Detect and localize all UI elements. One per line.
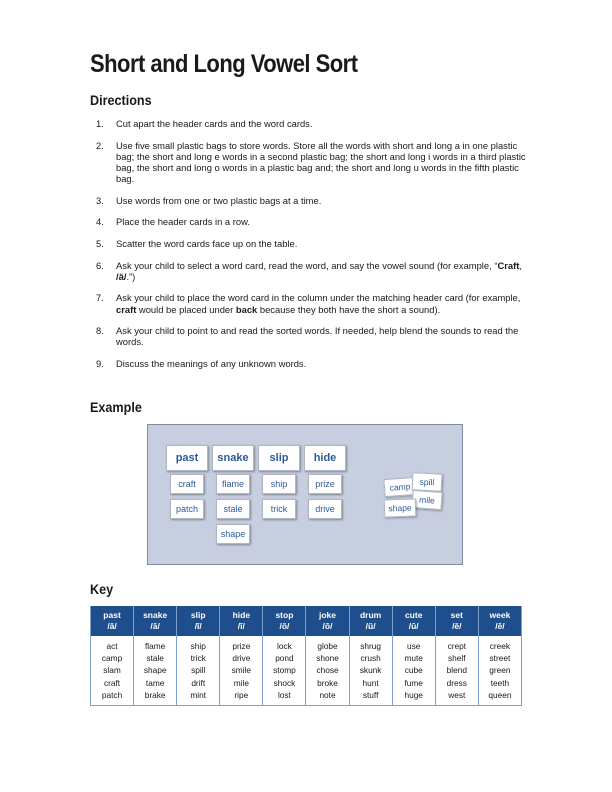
direction-step: [96, 195, 526, 206]
key-word-cell: mile: [220, 677, 263, 689]
step-number: 8.: [96, 325, 104, 337]
vowel-sound: /ŏ/: [279, 620, 290, 631]
header-word: slip: [190, 610, 206, 620]
step-number: 1.: [96, 118, 104, 129]
header-card: snake: [212, 445, 254, 471]
vowel-sound: /ĭ/: [194, 620, 202, 631]
key-word-cell: shrug: [349, 636, 392, 652]
key-word-cell: stale: [134, 652, 177, 664]
key-word-cell: globe: [306, 636, 349, 652]
key-word-cell: prize: [220, 636, 263, 652]
table-row: [91, 689, 522, 706]
key-word-cell: flame: [134, 636, 177, 652]
vowel-sound: /ū/: [408, 620, 419, 631]
step-text: Ask your child to select a word card, read the word, and say the vowel sound (for example, “Craft, /ă/.”): [116, 259, 522, 282]
step-number: 9.: [96, 357, 104, 369]
step-number: 2.: [96, 139, 104, 151]
word-card: prize: [308, 474, 342, 494]
key-column-header: [177, 606, 220, 636]
header-word: joke: [319, 610, 337, 620]
word-card: ship: [262, 474, 296, 494]
table-row: [91, 636, 522, 652]
key-column-header: [220, 606, 263, 636]
directions-heading: Directions: [90, 92, 152, 108]
direction-step: [96, 140, 526, 185]
key-word-cell: cube: [392, 664, 435, 676]
word-card: drive: [308, 499, 342, 519]
key-word-cell: shone: [306, 652, 349, 664]
step-number: 7.: [96, 292, 104, 304]
page-title: Short and Long Vowel Sort: [90, 50, 358, 78]
key-word-cell: hunt: [349, 677, 392, 689]
key-column-header: [349, 606, 392, 636]
key-column-header: [306, 606, 349, 636]
header-card: past: [166, 445, 208, 471]
key-word-cell: crept: [435, 636, 478, 652]
key-word-cell: street: [489, 653, 511, 664]
key-word-cell: crush: [349, 652, 392, 664]
key-word-cell: ripe: [220, 689, 263, 706]
key-word-cell: use: [392, 636, 435, 652]
key-word-cell: drive: [220, 652, 263, 664]
example-sort-board: [147, 424, 463, 565]
step-text: Ask your child to place the word card in the column under the matching header card (for example, craft would be placed under back because they both have the short a sound).: [116, 292, 521, 315]
key-column-header: [91, 606, 134, 636]
key-word-cell: green: [489, 665, 511, 676]
key-word-cell: lost: [263, 689, 306, 706]
direction-step: [96, 260, 526, 282]
scattered-word-card: spill: [412, 472, 443, 492]
key-word-cell: queen: [478, 689, 521, 706]
key-word-cell: ship: [177, 636, 220, 652]
key-word-cell: stomp: [263, 664, 306, 676]
key-word-cell: mint: [177, 689, 220, 706]
key-word-cell: blend: [435, 664, 478, 676]
key-header-row: [91, 606, 522, 636]
key-column-header: [478, 606, 521, 636]
scattered-word-card: mile: [411, 490, 442, 510]
step-text: Ask your child to point to and read the sorted words. If needed, help blend the sounds to read the words.: [116, 325, 519, 348]
word-card: flame: [216, 474, 250, 494]
step-text: Cut apart the header cards and the word cards.: [116, 118, 313, 129]
key-word-cell: act: [91, 636, 134, 652]
key-word-cell: camp: [91, 652, 134, 664]
table-row: [91, 652, 522, 664]
key-word-cell: slam: [91, 664, 134, 676]
step-text: Place the header cards in a row.: [116, 216, 250, 228]
direction-step: [96, 238, 526, 249]
key-column-header: [435, 606, 478, 636]
direction-step: [96, 118, 526, 129]
key-word-cell: lock: [263, 636, 306, 652]
directions-list: [96, 118, 526, 380]
direction-step: [96, 216, 526, 227]
key-column-header: [392, 606, 435, 636]
vowel-sound: /ŭ/: [365, 620, 376, 631]
key-word-cell: skunk: [349, 664, 392, 676]
step-text: Use words from one or two plastic bags at a time.: [116, 194, 322, 206]
key-word-cell: smile: [220, 664, 263, 676]
key-word-cell: teeth: [490, 677, 510, 688]
word-card: stale: [216, 499, 250, 519]
key-word-cell: dress: [435, 677, 478, 689]
answer-key-table: [90, 606, 522, 706]
word-card: shape: [216, 524, 250, 544]
vowel-sound: /ī/: [237, 620, 245, 631]
header-word: week: [489, 610, 511, 620]
vowel-sound: /ĕ/: [452, 620, 462, 631]
key-word-cell: trick: [177, 652, 220, 664]
key-word-cell: shape: [134, 664, 177, 676]
header-word: hide: [232, 610, 251, 620]
scattered-word-card: camp: [383, 477, 416, 497]
step-text: Use five small plastic bags to store words. Store all the words with short and long a in one plastic bag; the short and long e words in a second plastic bag; the short and long i words in a third plastic bag, the short and long o words in a plastic bag and; the short and long u words in the fifth plastic bag.: [116, 139, 526, 185]
key-word-cell: west: [435, 689, 478, 706]
header-card: slip: [258, 445, 300, 471]
key-column-header: [263, 606, 306, 636]
key-word-cell: broke: [306, 677, 349, 689]
word-card: trick: [262, 499, 296, 519]
key-word-cell: tame: [134, 677, 177, 689]
header-word: past: [103, 610, 121, 620]
header-card: hide: [304, 445, 346, 471]
key-word-cell: mute: [392, 652, 435, 664]
example-heading: Example: [90, 399, 142, 415]
step-text: Discuss the meanings of any unknown words.: [116, 357, 307, 369]
step-number: 5.: [96, 237, 104, 249]
key-word-cell: fume: [392, 677, 435, 689]
step-text: Scatter the word cards face up on the table.: [116, 237, 298, 249]
key-word-cell: note: [306, 689, 349, 706]
key-word-cell: spill: [177, 664, 220, 676]
key-word-cell: brake: [134, 689, 177, 706]
header-word: drum: [359, 610, 382, 620]
vowel-sound: /ă/: [107, 620, 117, 631]
header-word: snake: [143, 610, 168, 620]
key-word-cell: drift: [177, 677, 220, 689]
key-heading: Key: [90, 581, 114, 597]
key-word-cell: patch: [91, 689, 134, 706]
direction-step: [96, 358, 526, 369]
header-word: stop: [275, 610, 294, 620]
table-row: [91, 664, 522, 676]
step-number: 4.: [96, 216, 104, 228]
table-row: [91, 677, 522, 689]
key-word-cell: huge: [392, 689, 435, 706]
vowel-sound: /ō/: [322, 620, 333, 631]
key-word-cell: stuff: [349, 689, 392, 706]
vowel-sound: /ē/: [495, 620, 505, 631]
header-word: set: [450, 610, 463, 620]
header-word: cute: [404, 610, 423, 620]
direction-step: [96, 325, 526, 347]
key-column-header: [134, 606, 177, 636]
key-word-cell: creek: [489, 641, 511, 651]
scattered-word-card: shape: [384, 498, 417, 517]
step-number: 3.: [96, 194, 104, 206]
key-word-cell: chose: [306, 664, 349, 676]
word-card: patch: [170, 499, 204, 519]
direction-step: [96, 292, 526, 314]
vowel-sound: /ā/: [150, 620, 160, 631]
key-word-cell: shelf: [435, 652, 478, 664]
word-card: craft: [170, 474, 204, 494]
key-word-cell: pond: [263, 652, 306, 664]
step-number: 6.: [96, 259, 104, 271]
key-word-cell: shock: [263, 677, 306, 689]
key-word-cell: craft: [91, 677, 134, 689]
